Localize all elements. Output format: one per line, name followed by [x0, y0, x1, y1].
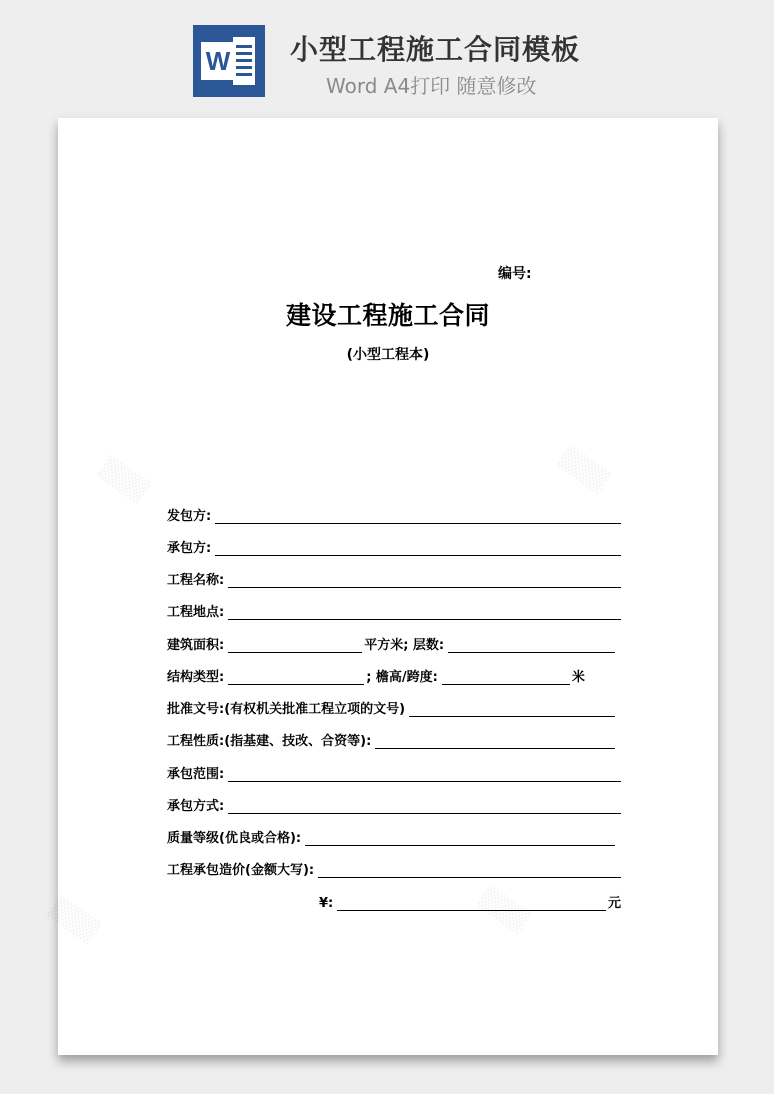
- employer-input-line[interactable]: [215, 505, 621, 524]
- field-contractor: [167, 536, 621, 556]
- building-area-input-line[interactable]: [228, 634, 362, 653]
- field-label: 工程承包造价(金额大写):: [167, 863, 315, 878]
- field-label: 承包方式:: [167, 799, 225, 814]
- field-quality-grade: [167, 826, 621, 846]
- template-title: 小型工程施工合同模板: [290, 33, 581, 66]
- field-label: 工程地点:: [167, 605, 225, 620]
- field-label: 工程名称:: [167, 573, 225, 588]
- template-subtitle: Word A4打印 随意修改: [326, 74, 537, 98]
- quality-grade-input-line[interactable]: [305, 827, 615, 846]
- field-approval-number: [167, 697, 621, 717]
- field-label: 承包范围:: [167, 767, 225, 782]
- document-title: 建设工程施工合同: [285, 301, 490, 330]
- word-logo-letter: W: [205, 46, 231, 76]
- field-structure-type: [167, 665, 621, 685]
- header: [0, 0, 774, 118]
- field-label: 结构类型:: [167, 670, 225, 685]
- field-label: 建筑面积:: [167, 638, 225, 653]
- document-subtitle: (小型工程本): [346, 347, 430, 363]
- field-label: 质量等级(优良或合格):: [167, 831, 302, 846]
- project-nature-input-line[interactable]: [375, 730, 615, 749]
- eave-height-label: ; 檐高/跨度:: [366, 670, 438, 685]
- meter-unit-label: 米: [571, 670, 585, 685]
- field-label: 批准文号:(有权机关批准工程立项的文号): [167, 702, 406, 717]
- field-price-amount: [319, 891, 621, 911]
- document-page: [58, 118, 718, 1055]
- eave-height-input-line[interactable]: [442, 666, 570, 685]
- field-contract-scope: [167, 762, 621, 782]
- field-employer: [167, 504, 621, 524]
- project-location-input-line[interactable]: [228, 601, 621, 620]
- yuan-symbol-label: ¥:: [319, 896, 334, 911]
- serial-number-label: 编号:: [498, 266, 532, 282]
- contractor-input-line[interactable]: [215, 537, 621, 556]
- field-contract-mode: [167, 794, 621, 814]
- field-label: 发包方:: [167, 509, 212, 524]
- structure-type-input-line[interactable]: [228, 666, 364, 685]
- word-file-icon: [193, 25, 265, 97]
- watermark-1: [95, 456, 151, 506]
- field-project-nature: [167, 729, 621, 749]
- field-project-name: [167, 568, 621, 588]
- contract-mode-input-line[interactable]: [228, 795, 621, 814]
- project-name-input-line[interactable]: [228, 569, 621, 588]
- field-building-area: [167, 633, 621, 653]
- watermark-2: [555, 446, 611, 496]
- contract-scope-input-line[interactable]: [228, 763, 621, 782]
- contract-price-input-line[interactable]: [318, 859, 621, 878]
- field-label: 工程性质:(指基建、技改、合资等):: [167, 734, 372, 749]
- approval-number-input-line[interactable]: [409, 698, 615, 717]
- watermark-3: [45, 896, 101, 946]
- field-project-location: [167, 600, 621, 620]
- price-amount-input-line[interactable]: [337, 892, 606, 911]
- yuan-unit-label: 元: [607, 896, 621, 911]
- area-unit-label: 平方米; 层数:: [364, 638, 445, 653]
- floors-input-line[interactable]: [448, 634, 615, 653]
- field-label: 承包方:: [167, 541, 212, 556]
- field-contract-price: [167, 858, 621, 878]
